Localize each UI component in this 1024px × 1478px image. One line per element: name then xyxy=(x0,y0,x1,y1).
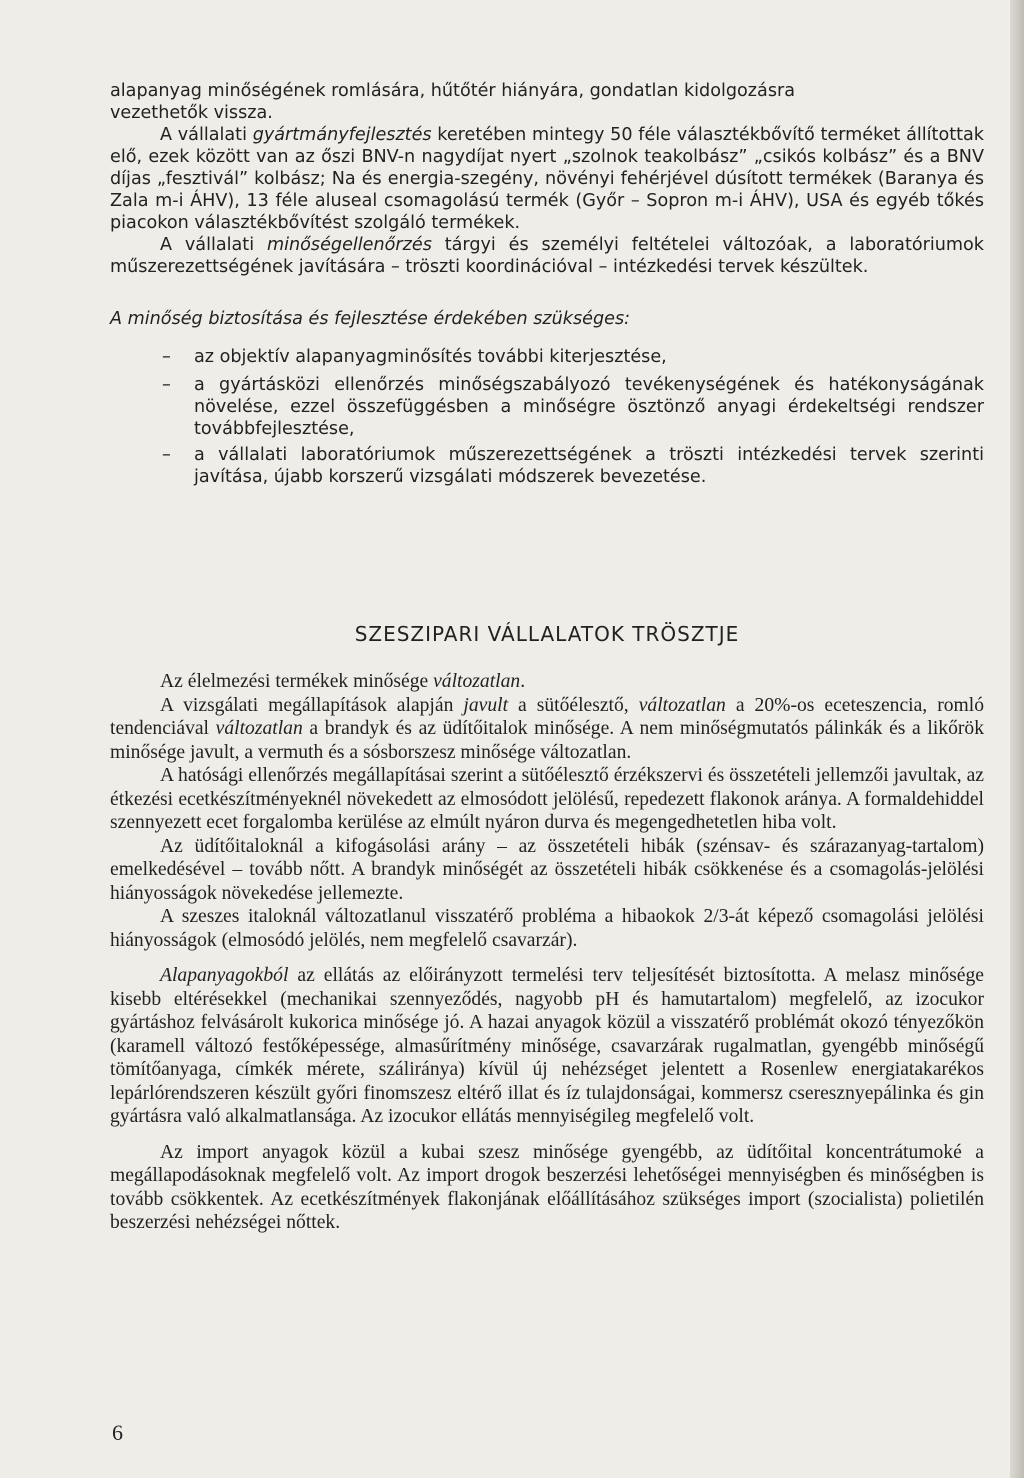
text-line: vezethetők vissza. xyxy=(110,103,273,123)
bullet-text: az objektív alapanyagminősítés további kiterjesztése, xyxy=(194,347,667,367)
paragraph-official-inspection: A hatósági ellenőrzés megállapításai szerint a sütőélesztő érzékszervi és összetételi jellemzői javultak, az étkezési ecetkészítményeknél növekedett az elmosódott jelölésű, repedezett flakonok aránya. A formaldehiddel szennyezett ecet forgalomba kerülése az elmúlt nyáron durva és megengedhetetlen hiba volt. xyxy=(110,765,984,833)
top-section xyxy=(110,80,984,488)
text-run: A vállalati xyxy=(160,235,267,255)
paragraph-spirits: A szeszes italoknál változatlanul visszatérő probléma a hibaokok 2/3-át képező csomagolási jelölési hiányosságok (elmosódó jelölés, nem megfelelő csavarzár). xyxy=(110,906,984,951)
text-run: Az élelmezési termékek minősége xyxy=(160,671,434,692)
text-run: a 20%-os eceteszencia, romló tendenciával xyxy=(110,694,984,739)
text-run: keretében mintegy 50 féle választékbővítő terméket állítottak elő, ezek között van az őszi BNV-n nagydíjat nyert „szolnok teakolbász” „csikós kolbász” és a BNV díjas „fesztivál” kolbász; Na és energia-szegény, növényi fehérjével dúsított termékek (Baranya és Zala m-i ÁHV), 13 féle aluseal csomagolású termék (Győr – Sopron m-i ÁHV), USA és egyéb tőkés piacokon választékbővítést szolgáló termékek. xyxy=(110,125,984,233)
italic-term: változatlan xyxy=(638,694,726,716)
italic-heading xyxy=(110,308,984,330)
dash-marker: – xyxy=(162,375,171,395)
italic-term: Alapanyagokból xyxy=(160,965,289,986)
dash-marker: – xyxy=(162,347,171,367)
italic-term: gyártmányfejlesztés xyxy=(252,125,432,145)
dash-marker: – xyxy=(162,445,171,465)
italic-heading-text: A minőség biztosítása és fejlesztése érdekében szükséges: xyxy=(110,309,631,329)
text-run: a brandyk és az üdítőitalok minősége. A nem minőségmutatós pálinkák és a likőrök minősége javult, a vermuth és a sósborszesz minősége változatlan. xyxy=(110,718,984,763)
paragraph-continuation xyxy=(110,80,984,124)
page-edge-shadow xyxy=(1010,0,1024,1478)
section-heading: SZESZIPARI VÁLLALATOK TRÖSZTJE xyxy=(354,622,740,646)
paragraph-imports: Az import anyagok közül a kubai szesz minősége gyengébb, az üdítőital koncentrátumoké a megállapodásoknak megfelelő volt. Az import drogok beszerzési lehetőségei mennyiségben és minőségben is tovább csökkentek. Az ecetkészítmények flakonjának előállításához szükséges import (szocialista) polietilén beszerzési nehézségei nőttek. xyxy=(110,1141,984,1233)
paragraph-quality-control xyxy=(110,234,984,278)
text-run: az ellátás az előirányzott termelési terv teljesítését biztosította. A melasz minősége kisebb eltérésekkel (mechanikai szennyeződés, nagyobb pH és hamutartalom) megfelelő, az izocukor gyártáshoz felvásárolt kukorica minősége jó. A hazai anyagok közül a visszatérő problémát okozó tényezőkön (karamell változó festőképessége, almasűrítmény minősége, csavarzárak rugalmatlan, gyengébb minőségű tömítőanyaga, címkék mérete, száliránya) kívül új nehézséget jelentett a Rosenlew energiatakarékos lepárlórendszeren készült győri finomszesz eltérő illat és íz tulajdonságai, kommersz cseresznyepálinka és gin gyártásra való alkalmatlansága. Az izocukor ellátás mennyiségileg megfelelő volt. xyxy=(110,965,984,1127)
text-run: a sütőélesztő, xyxy=(508,694,639,716)
italic-term: javult xyxy=(463,694,509,716)
italic-term: minőségellenőrzés xyxy=(266,235,432,255)
bullet-item xyxy=(110,346,984,368)
bullet-item xyxy=(110,444,984,488)
italic-term: változatlan xyxy=(215,718,303,739)
text-run: . xyxy=(520,671,526,692)
bullet-text: a vállalati laboratóriumok műszerezettségének a tröszti intézkedési tervek szerinti javítása, újabb korszerű vizsgálati módszerek bevezetése. xyxy=(194,445,984,487)
lower-section xyxy=(110,670,984,1235)
paragraph-soft-drinks: Az üdítőitaloknál a kifogásolási arány – az összetételi hibák (szénsav- és szárazanyag-tartalom) emelkedésével – tovább nőtt. A brandyk minőségét az összetételi hibák csökkenése és a csomagolás-jelölési hiányosságok növekedése jellemezte. xyxy=(110,835,984,904)
paragraph-raw-materials xyxy=(110,964,984,1129)
bullet-item xyxy=(110,374,984,440)
paragraph-food-products xyxy=(110,670,984,694)
text-run: A vállalati xyxy=(160,125,253,145)
bullet-text: a gyártásközi ellenőrzés minőségszabályozó tevékenységének és hatékonyságának növelése, ezzel összefüggésben a minőségre ösztönző anyagi érdekeltségi rendszer továbbfejlesztése, xyxy=(194,375,984,439)
page-number: 6 xyxy=(112,1420,123,1445)
text-line: alapanyag minőségének romlására, hűtőtér hiányára, gondatlan kidolgozásra xyxy=(110,81,795,101)
paragraph-product-development xyxy=(110,124,984,234)
italic-term: változatlan xyxy=(433,671,521,692)
paragraph-findings xyxy=(110,694,984,765)
text-run: tárgyi és személyi feltételei változóak, a laboratóriumok műszerezettségének javítására – tröszti koordinációval – intézkedési tervek készültek. xyxy=(110,235,984,277)
text-run: A vizsgálati megállapítások alapján xyxy=(160,694,464,716)
